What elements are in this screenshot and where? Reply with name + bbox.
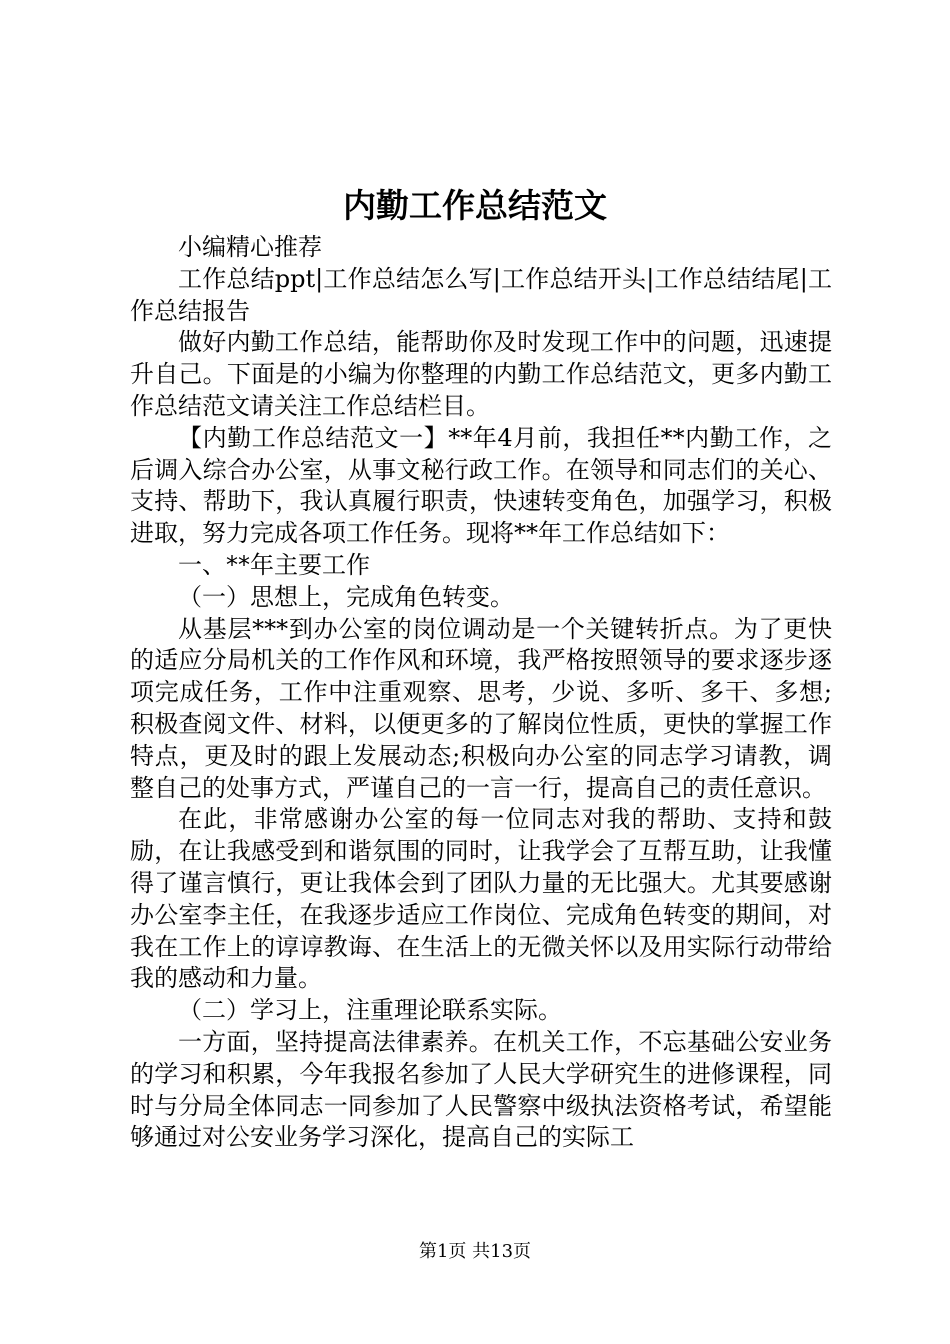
paragraph-recommend: 小编精心推荐 (178, 233, 322, 261)
paragraph-intro: 做好内勤工作总结，能帮助你及时发现工作中的问题，迅速提升自己。下面是的小编为你整理的内勤工作总结范文，更多内勤工作总结范文请关注工作总结栏目。 (130, 328, 832, 420)
paragraph-legal-study: 一方面，坚持提高法律素养。在机关工作，不忘基础公安业务的学习和积累，今年我报名参加了人民大学研究生的进修课程，同时与分局全体同志一同参加了人民警察中级执法资格考试，希望能够通过对公安业务学习深化，提高自己的实际工 (130, 1027, 832, 1152)
paragraph-role-change: 从基层***到办公室的岗位调动是一个关键转折点。为了更快的适应分局机关的工作作风和环境，我严格按照领导的要求逐步逐项完成任务，工作中注重观察、思考，少说、多听、多干、多想;积极查阅文件、材料，以便更多的了解岗位性质，更快的掌握工作特点，更及时的跟上发展动态;积极向办公室的同志学习请教，调整自己的处事方式，严谨自己的一言一行，提高自己的责任意识。 (130, 614, 832, 802)
subsection-heading-study: （二）学习上，注重理论联系实际。 (178, 996, 562, 1025)
paragraph-thanks: 在此，非常感谢办公室的每一位同志对我的帮助、支持和鼓励，在让我感受到和谐氛围的同时，让我学会了互帮互助，让我懂得了谨言慎行，更让我体会到了团队力量的无比强大。尤其要感谢办公室李主任，在我逐步适应工作岗位、完成角色转变的期间，对我在工作上的谆谆教诲、在生活上的无微关怀以及用实际行动带给我的感动和力量。 (130, 805, 832, 993)
section-heading-main-work: 一、**年主要工作 (178, 550, 370, 579)
paragraph-related-links: 工作总结ppt|工作总结怎么写|工作总结开头|工作总结结尾|工作总结报告 (130, 264, 832, 325)
paragraph-sample-one: 【内勤工作总结范文一】**年4月前，我担任**内勤工作，之后调入综合办公室，从事文秘行政工作。在领导和同志们的关心、支持、帮助下，我认真履行职责，快速转变角色，加强学习，积极进取，努力完成各项工作任务。现将**年工作总结如下： (130, 423, 832, 548)
subsection-heading-thought: （一）思想上，完成角色转变。 (178, 582, 514, 611)
document-body (130, 232, 832, 1154)
document-title: 内勤工作总结范文 (343, 186, 607, 225)
page-number-footer: 第1页 共13页 (418, 1241, 532, 1262)
